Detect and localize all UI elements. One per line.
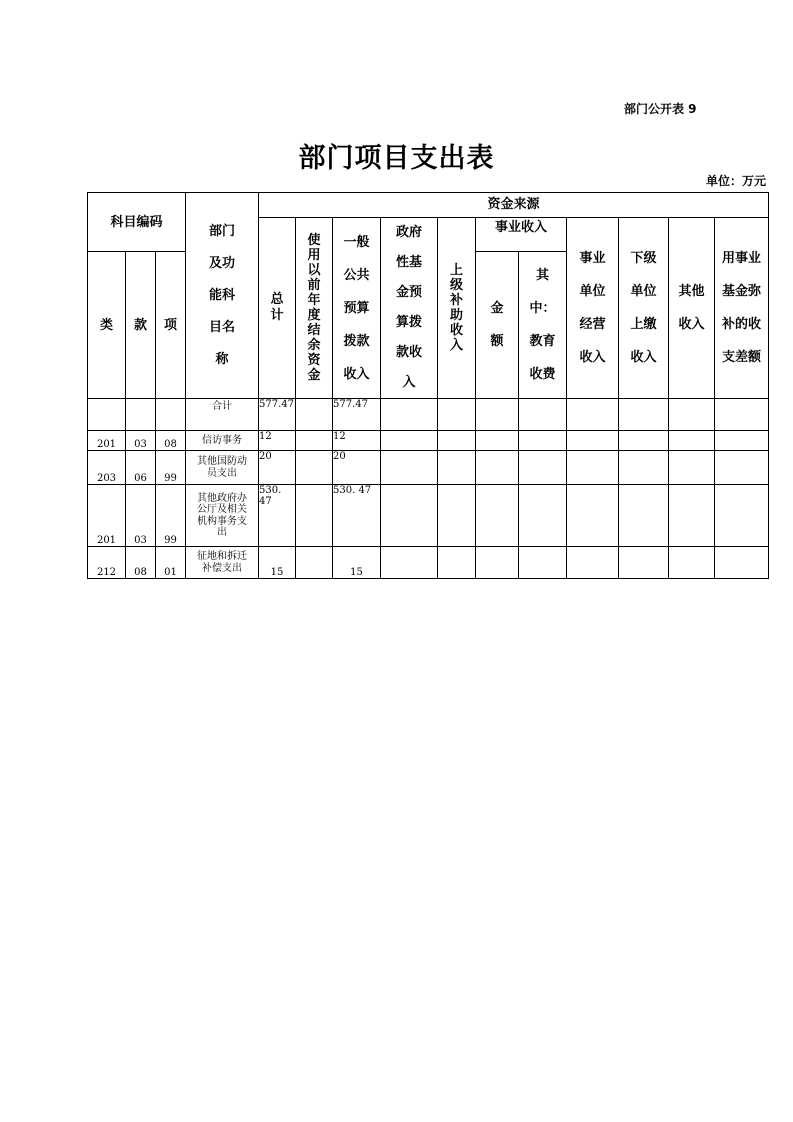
empty-cell — [715, 399, 769, 431]
empty-cell — [715, 451, 769, 485]
empty-cell — [381, 431, 438, 451]
header-line: 中： — [529, 301, 556, 316]
funding-source-header: 资金来源 — [259, 193, 769, 218]
lei-cell: 201 — [88, 431, 126, 451]
empty-cell — [567, 431, 619, 451]
header-line: 上 — [449, 263, 463, 278]
header-line: 总 — [270, 292, 284, 307]
header-line: 前 — [307, 278, 321, 293]
dept-function-name-header — [186, 193, 259, 399]
unit-label: 单位：万元 — [706, 174, 767, 188]
item-name-cell — [186, 451, 259, 485]
empty-cell — [476, 399, 519, 431]
empty-cell — [669, 547, 715, 579]
kuan-cell — [126, 399, 156, 431]
lei-cell: 212 — [88, 547, 126, 579]
empty-cell — [715, 547, 769, 579]
empty-cell — [567, 485, 619, 547]
kuan-cell: 08 — [126, 547, 156, 579]
header-line: 其 — [535, 268, 549, 283]
data-rows — [88, 399, 769, 579]
header-line: 余 — [307, 338, 321, 353]
empty-cell — [438, 399, 476, 431]
total-header — [259, 218, 296, 399]
amount-header — [476, 252, 519, 399]
header-line: 下级 — [630, 251, 657, 266]
total-cell: 15 — [259, 547, 296, 579]
header-line: 教育 — [529, 334, 556, 349]
header-line: 拨款 — [343, 333, 370, 349]
header-line: 收入 — [579, 350, 606, 365]
empty-cell — [381, 485, 438, 547]
prior-year-cell — [296, 547, 333, 579]
kuan-header: 款 — [126, 252, 156, 399]
empty-cell — [519, 431, 567, 451]
general-budget-cell: 15 — [333, 547, 381, 579]
career-unit-operating-income-header — [567, 218, 619, 399]
empty-cell — [438, 451, 476, 485]
lei-cell: 201 — [88, 485, 126, 547]
general-budget-cell: 530. 47 — [333, 485, 381, 547]
header-line: 性基 — [395, 255, 422, 270]
empty-cell — [519, 485, 567, 547]
header-line: 用 — [307, 248, 321, 263]
item-name-line: 征地和拆迁 — [197, 551, 247, 562]
empty-cell — [519, 547, 567, 579]
item-name-line: 补偿支出 — [202, 562, 242, 574]
other-income-header — [669, 218, 715, 399]
header-line: 事业 — [579, 251, 606, 266]
header-line: 助 — [449, 308, 463, 323]
header-line: 金预 — [395, 285, 422, 300]
empty-cell — [381, 451, 438, 485]
header-line: 补的收 — [722, 317, 762, 332]
item-name-line: 机构事务支 — [197, 515, 247, 527]
header-line: 部门 — [208, 223, 235, 239]
lei-cell — [88, 399, 126, 431]
item-name-cell — [186, 431, 259, 451]
xiang-cell: 01 — [156, 547, 186, 579]
prior-year-cell — [296, 431, 333, 451]
superior-subsidy-header — [438, 218, 476, 399]
header-line: 年 — [307, 293, 321, 308]
header-line: 级 — [449, 278, 463, 293]
xiang-cell: 99 — [156, 485, 186, 547]
kuan-cell: 03 — [126, 431, 156, 451]
empty-cell — [567, 451, 619, 485]
empty-cell — [619, 399, 669, 431]
table-row — [88, 485, 769, 547]
project-expenditure-table — [87, 192, 769, 579]
header-line: 金 — [307, 368, 321, 383]
empty-cell — [476, 485, 519, 547]
empty-cell — [476, 547, 519, 579]
empty-cell — [619, 485, 669, 547]
header-line: 入 — [449, 338, 463, 353]
career-income-header: 事业收入 — [476, 218, 567, 252]
empty-cell — [669, 451, 715, 485]
general-public-budget-header — [333, 218, 381, 399]
education-fee-header — [519, 252, 567, 399]
prior-year-balance-header — [296, 218, 333, 399]
empty-cell — [715, 485, 769, 547]
subject-code-header: 科目编码 — [88, 193, 186, 252]
general-budget-cell: 20 — [333, 451, 381, 485]
header-line: 一般 — [343, 234, 370, 250]
empty-cell — [669, 399, 715, 431]
header-line: 目名 — [208, 319, 235, 335]
header-line: 计 — [270, 308, 284, 323]
item-name-cell — [186, 399, 259, 431]
empty-cell — [438, 547, 476, 579]
kuan-cell: 03 — [126, 485, 156, 547]
item-name-cell — [186, 547, 259, 579]
header-line: 及功 — [208, 255, 235, 271]
header-line: 政府 — [395, 225, 422, 240]
empty-cell — [669, 485, 715, 547]
header-line: 用事业 — [722, 251, 762, 266]
prior-year-cell — [296, 451, 333, 485]
item-name-line: 其他国防动 — [197, 456, 247, 467]
header-line: 收费 — [529, 367, 556, 382]
item-name-line: 公厅及相关 — [197, 504, 247, 515]
empty-cell — [619, 547, 669, 579]
total-cell: 20 — [259, 451, 296, 485]
table-row — [88, 399, 769, 431]
table-number-label: 部门公开表 9 — [624, 102, 697, 116]
total-cell: 12 — [259, 431, 296, 451]
header-line: 支差额 — [722, 350, 762, 365]
header-line: 单位 — [630, 284, 657, 299]
header-line: 入 — [402, 375, 416, 390]
header-line: 收入 — [678, 317, 705, 332]
header-line: 能科 — [208, 287, 235, 303]
header-line: 单位 — [579, 284, 606, 299]
header-line: 公共 — [343, 267, 370, 283]
item-name-line: 信访事务 — [202, 434, 242, 446]
xiang-cell: 08 — [156, 431, 186, 451]
empty-cell — [438, 485, 476, 547]
header-line: 收入 — [343, 366, 370, 382]
general-budget-cell: 12 — [333, 431, 381, 451]
xiang-cell: 99 — [156, 451, 186, 485]
item-name-line: 合计 — [212, 401, 232, 412]
empty-cell — [381, 399, 438, 431]
gov-fund-budget-header — [381, 218, 438, 399]
prior-year-cell — [296, 399, 333, 431]
item-name-line: 其他政府办 — [197, 492, 247, 504]
total-cell: 577.47 — [259, 399, 296, 431]
header-line: 结 — [307, 323, 321, 338]
header-line: 称 — [215, 351, 229, 367]
empty-cell — [619, 451, 669, 485]
empty-cell — [619, 431, 669, 451]
empty-cell — [519, 399, 567, 431]
header-line: 金 — [490, 301, 504, 316]
header-line: 额 — [490, 334, 504, 349]
header-line: 以 — [307, 263, 321, 278]
header-line: 上缴 — [630, 317, 657, 332]
empty-cell — [476, 431, 519, 451]
fund-balance-header — [715, 218, 769, 399]
header-line: 款收 — [395, 345, 422, 360]
item-name-cell — [186, 485, 259, 547]
lower-level-unit-income-header — [619, 218, 669, 399]
empty-cell — [567, 399, 619, 431]
header-line: 补 — [449, 293, 463, 308]
empty-cell — [715, 431, 769, 451]
table-row — [88, 451, 769, 485]
empty-cell — [669, 431, 715, 451]
page-title: 部门项目支出表 — [298, 143, 495, 174]
header-line: 基金弥 — [722, 284, 762, 299]
xiang-header: 项 — [156, 252, 186, 399]
header-line: 收 — [449, 323, 463, 338]
header-line: 收入 — [630, 350, 657, 365]
empty-cell — [567, 547, 619, 579]
kuan-cell: 06 — [126, 451, 156, 485]
table-row — [88, 547, 769, 579]
empty-cell — [438, 431, 476, 451]
header-line: 使 — [307, 233, 321, 248]
empty-cell — [381, 547, 438, 579]
total-cell: 530. 47 — [259, 485, 296, 547]
general-budget-cell: 577.47 — [333, 399, 381, 431]
header-line: 资 — [307, 353, 321, 368]
xiang-cell — [156, 399, 186, 431]
header-line: 算拨 — [395, 315, 422, 330]
prior-year-cell — [296, 485, 333, 547]
header-line: 预算 — [343, 300, 370, 316]
item-name-line: 出 — [217, 527, 227, 538]
header-line: 度 — [307, 308, 321, 323]
lei-header: 类 — [88, 252, 126, 399]
table-row — [88, 431, 769, 451]
empty-cell — [519, 451, 567, 485]
header-line: 其他 — [678, 284, 705, 299]
header-line: 经营 — [579, 317, 606, 332]
lei-cell: 203 — [88, 451, 126, 485]
item-name-line: 员支出 — [207, 467, 237, 479]
empty-cell — [476, 451, 519, 485]
